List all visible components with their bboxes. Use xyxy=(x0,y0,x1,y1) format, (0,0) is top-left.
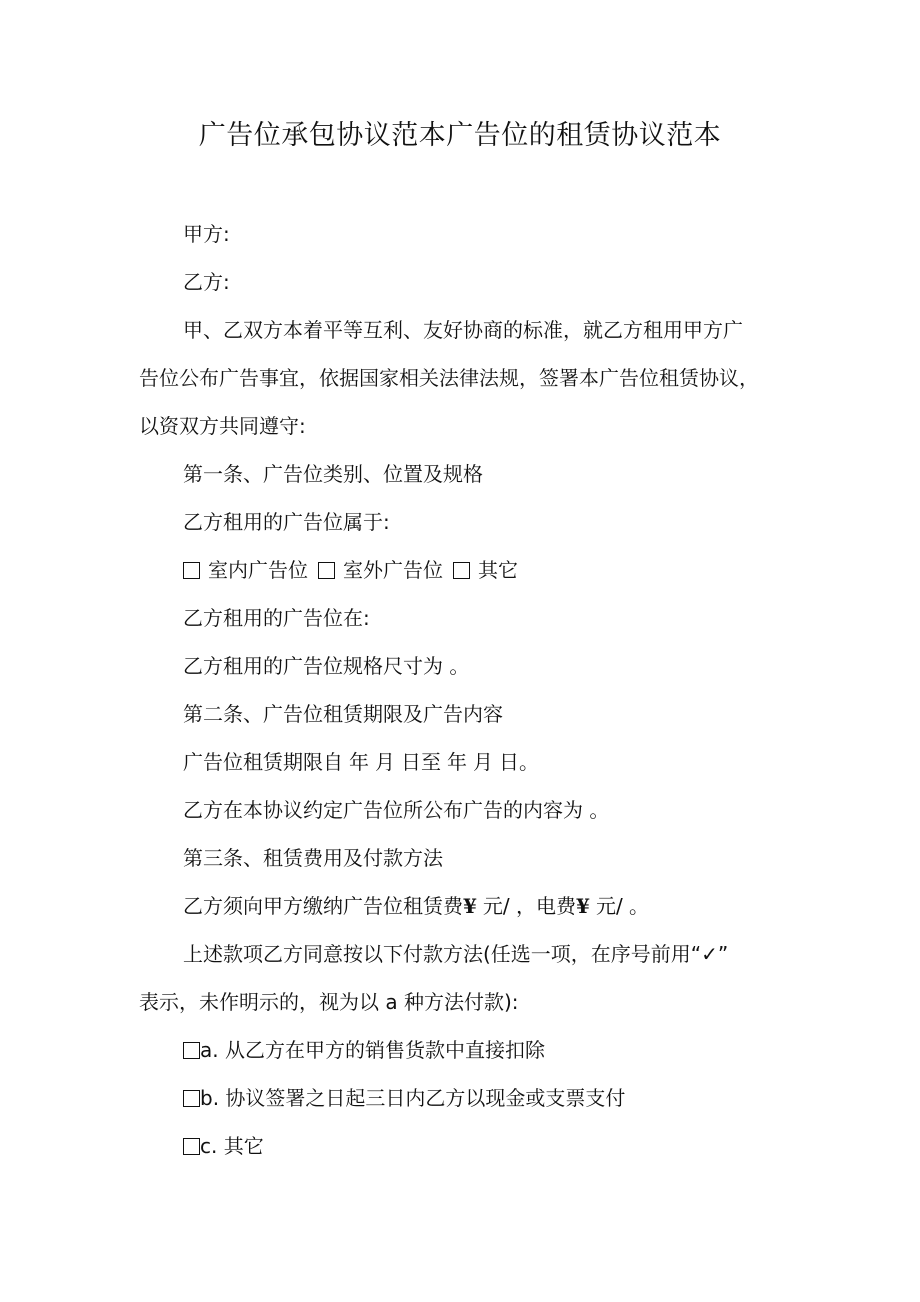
indoor-checkbox[interactable] xyxy=(183,562,200,579)
lease-term-line xyxy=(183,747,539,777)
lease-start-year: 年 xyxy=(349,750,369,774)
outdoor-option-label: 室外广告位 xyxy=(343,558,443,582)
lease-term-prefix: 广告位租赁期限自 xyxy=(183,750,343,774)
yen-symbol: ¥ xyxy=(463,894,477,918)
payment-option-a xyxy=(183,1035,545,1065)
payment-c-label: c. 其它 xyxy=(200,1134,264,1158)
party-b-label: 乙方: xyxy=(183,270,230,294)
payment-a-label: a. 从乙方在甲方的销售货款中直接扣除 xyxy=(200,1038,545,1062)
ad-content-line: 乙方在本协议约定广告位所公布广告的内容为 。 xyxy=(183,798,610,822)
yen-symbol: ¥ xyxy=(576,894,590,918)
payment-option-b xyxy=(183,1083,625,1113)
payment-c-checkbox[interactable] xyxy=(183,1138,200,1155)
rental-fee-line xyxy=(183,891,649,921)
lease-end-day: 日。 xyxy=(499,750,539,774)
payment-b-label: b. 协议签署之日起三日内乙方以现金或支票支付 xyxy=(200,1086,626,1110)
payment-intro-line-1: 上述款项乙方同意按以下付款方法(任选一项，在序号前用“✓” xyxy=(183,942,729,966)
article-3-heading: 第三条、租赁费用及付款方法 xyxy=(183,846,443,870)
lease-start-day: 日至 xyxy=(401,750,441,774)
intro-line-1: 甲、乙双方本着平等互利、友好协商的标准，就乙方租用甲方广 xyxy=(183,318,743,342)
ad-type-prompt: 乙方租用的广告位属于: xyxy=(183,510,390,534)
ad-type-options xyxy=(183,555,518,585)
electricity-fee-unit: 元/ 。 xyxy=(595,894,650,918)
intro-line-3: 以资双方共同遵守: xyxy=(139,414,306,438)
article-2-heading: 第二条、广告位租赁期限及广告内容 xyxy=(183,702,503,726)
article-1-heading: 第一条、广告位类别、位置及规格 xyxy=(183,462,483,486)
payment-b-checkbox[interactable] xyxy=(183,1090,200,1107)
intro-line-2: 告位公布广告事宜，依据国家相关法律法规，签署本广告位租赁协议， xyxy=(139,366,759,390)
lease-end-year: 年 xyxy=(447,750,467,774)
other-type-checkbox[interactable] xyxy=(453,562,470,579)
payment-intro-line-2: 表示，未作明示的，视为以 a 种方法付款): xyxy=(139,990,519,1014)
indoor-option-label: 室内广告位 xyxy=(208,558,308,582)
ad-location-line: 乙方租用的广告位在: xyxy=(183,606,370,630)
payment-option-c xyxy=(183,1131,264,1161)
document-title: 广告位承包协议范本广告位的租赁协议范本 xyxy=(198,120,722,151)
rental-fee-prefix: 乙方须向甲方缴纳广告位租赁费 xyxy=(183,894,463,918)
outdoor-checkbox[interactable] xyxy=(318,562,335,579)
other-type-option-label: 其它 xyxy=(478,558,518,582)
rental-fee-unit: 元/ ，电费 xyxy=(482,894,577,918)
payment-a-checkbox[interactable] xyxy=(183,1042,200,1059)
ad-size-line: 乙方租用的广告位规格尺寸为 。 xyxy=(183,654,470,678)
lease-start-month: 月 xyxy=(375,750,395,774)
party-a-label: 甲方: xyxy=(183,222,230,246)
lease-end-month: 月 xyxy=(473,750,493,774)
